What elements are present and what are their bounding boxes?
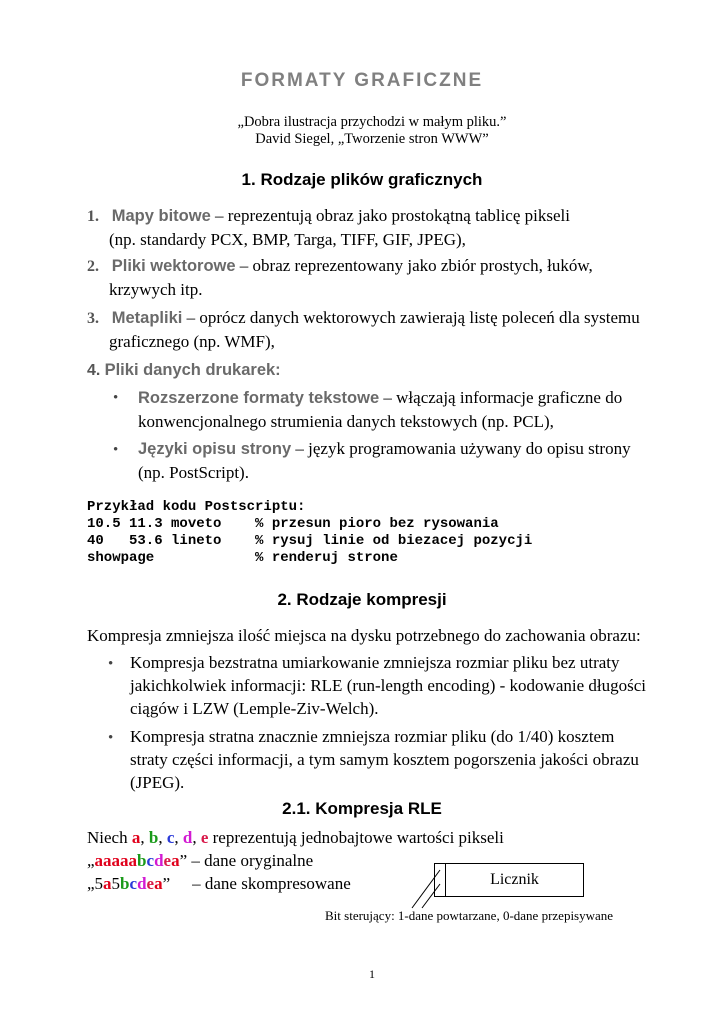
run-b: b (137, 851, 147, 870)
separator: , (174, 828, 183, 847)
sub-list-item (130, 651, 720, 720)
run-c: c (146, 851, 155, 870)
section2-heading: 2. Rodzaje kompresji (277, 590, 447, 609)
original-label: ” – dane oryginalne (179, 851, 314, 870)
list-item (87, 358, 707, 382)
run-d: d (154, 851, 164, 870)
code-line: showpage % renderuj strone (87, 550, 398, 566)
bullet-icon: • (108, 730, 114, 746)
separator: , (140, 828, 149, 847)
code-line: 10.5 11.3 moveto % przesun pioro bez rysowania (87, 516, 499, 532)
sub-list-item (138, 437, 718, 484)
item-desc-cont: graficznego (np. WMF), (109, 332, 275, 351)
section21-heading: 2.1. Kompresja RLE (282, 799, 442, 818)
code-line: 40 53.6 lineto % rysuj linie od biezacej pozycji (87, 533, 533, 549)
bullet-icon: • (113, 390, 119, 406)
letter-d: d (182, 828, 193, 847)
pointer-lines (410, 862, 450, 912)
rle-intro (87, 826, 717, 849)
compressed-label: – dane skompresowane (192, 874, 351, 893)
text: reprezentują jednobajtowe wartości pikseli (208, 828, 504, 847)
quote-close: ” (162, 874, 171, 893)
item-desc: – reprezentują obraz jako prostokątną tablicę pikseli (210, 206, 570, 225)
run-b: b (120, 874, 130, 893)
list-item (87, 254, 707, 301)
counter-label: Licznik (490, 871, 539, 888)
sub-list-item (138, 386, 718, 433)
item-number: 2. (87, 258, 99, 275)
letter-e: e (200, 828, 209, 847)
item-number: 1. (87, 208, 99, 225)
bullet-text: Kompresja stratna znacznie zmniejsza rozmiar pliku (do 1/40) kosztem (130, 727, 615, 746)
letter-b: b (148, 828, 159, 847)
letter-a: a (131, 828, 141, 847)
counter-box (434, 863, 584, 897)
run-a: a (103, 874, 112, 893)
text: Niech (87, 828, 132, 847)
subitem-term: Języki opisu strony (138, 440, 292, 458)
quote-open: „ (87, 851, 95, 870)
subitem-desc-cont: konwencjonalnego strumienia danych tekstowych (np. PCL), (138, 412, 554, 431)
run-a: aaaaa (94, 851, 138, 870)
item-desc: – oprócz danych wektorowych zawierają listę poleceń dla systemu (182, 308, 640, 327)
section2-intro: Kompresja zmniejsza ilość miejsca na dysku potrzebnego do zachowania obrazu: (87, 626, 641, 645)
subitem-desc-cont: (np. PostScript). (138, 463, 249, 482)
item-desc-cont: (np. standardy PCX, BMP, Targa, TIFF, GIF, JPEG), (109, 230, 466, 249)
run-c: c (129, 874, 138, 893)
item-term: Metapliki (111, 309, 183, 327)
run-a2: a (154, 874, 163, 893)
separator: , (192, 828, 201, 847)
count: 5 (111, 874, 121, 893)
item-desc-cont: krzywych itp. (109, 280, 203, 299)
separator: , (158, 828, 167, 847)
bullet-text: (JPEG). (130, 773, 185, 792)
bullet-icon: • (113, 442, 119, 458)
quote-open: „5 (87, 874, 104, 893)
run-e: e (146, 874, 155, 893)
bullet-text: jakichkolwiek informacji: RLE (run-length encoding) - kodowanie długości (130, 676, 647, 695)
control-bit-caption: Bit sterujący: 1-dane powtarzane, 0-dane przepisywane (325, 908, 614, 923)
code-header: Przykład kodu Postscriptu: (87, 499, 306, 515)
subitem-desc: – język programowania używany do opisu strony (291, 439, 631, 458)
subitem-desc: – włączają informacje graficzne do (379, 388, 623, 407)
list-item (87, 204, 707, 251)
quote-line: „Dobra ilustracja przychodzi w małym pliku.” (237, 114, 507, 130)
section1-heading: 1. Rodzaje plików graficznych (241, 170, 483, 189)
bullet-text: straty części informacji, a tym samym kosztem pogorszenia jakości obrazu (130, 750, 639, 769)
run-a2: a (171, 851, 180, 870)
page-title: FORMATY GRAFICZNE (240, 70, 484, 91)
bullet-text: Kompresja bezstratna umiarkowanie zmniejsza rozmiar pliku bez utraty (130, 653, 620, 672)
list-item (87, 306, 717, 353)
item-number: 4. (87, 362, 101, 379)
run-e: e (163, 851, 172, 870)
item-term: Mapy bitowe (111, 207, 211, 225)
item-term: Pliki danych drukarek: (104, 361, 281, 379)
page-number: 1 (369, 967, 375, 981)
quote-author: David Siegel, „Tworzenie stron WWW” (255, 131, 489, 147)
item-desc: – obraz reprezentowany jako zbiór prostych, łuków, (235, 256, 593, 275)
subitem-term: Rozszerzone formaty tekstowe (138, 389, 380, 407)
item-term: Pliki wektorowe (111, 257, 236, 275)
run-d: d (137, 874, 147, 893)
item-number: 3. (87, 310, 99, 327)
letter-c: c (166, 828, 175, 847)
bullet-icon: • (108, 656, 114, 672)
bullet-text: ciągów i LZW (Lemple-Ziv-Welch). (130, 699, 379, 718)
sub-list-item (130, 725, 720, 794)
